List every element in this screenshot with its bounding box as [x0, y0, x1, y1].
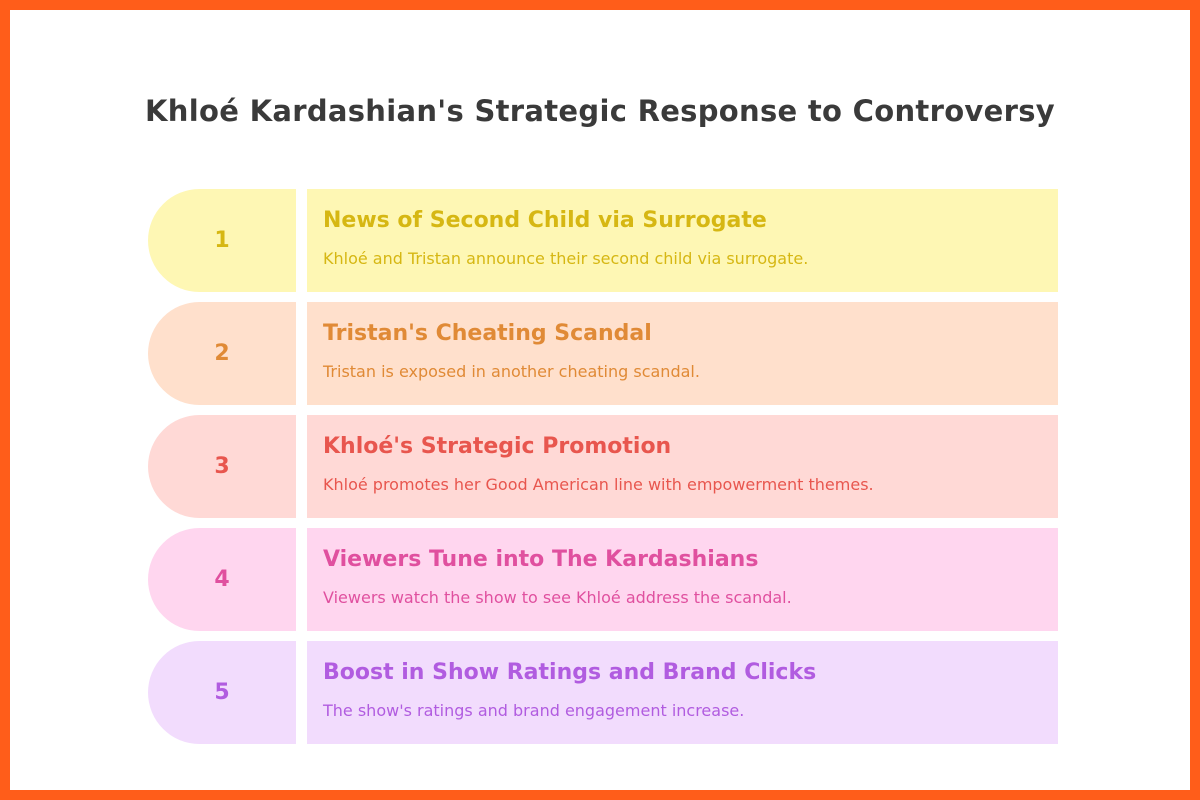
- step-number-1: 1: [148, 189, 296, 292]
- step-row-2: [148, 302, 1058, 405]
- step-row-4: [148, 528, 1058, 631]
- step-title-2: Tristan's Cheating Scandal: [323, 321, 652, 346]
- step-content-1: [307, 189, 1058, 292]
- step-content-2: [307, 302, 1058, 405]
- step-title-1: News of Second Child via Surrogate: [323, 208, 767, 233]
- step-title-4: Viewers Tune into The Kardashians: [323, 547, 759, 572]
- diagram-title: Khloé Kardashian's Strategic Response to Controversy: [145, 94, 1055, 128]
- step-description-1: Khloé and Tristan announce their second child via surrogate.: [323, 249, 809, 268]
- step-number-2: 2: [148, 302, 296, 405]
- step-number-5: 5: [148, 641, 296, 744]
- step-description-5: The show's ratings and brand engagement increase.: [323, 701, 745, 720]
- step-number-4: 4: [148, 528, 296, 631]
- step-description-3: Khloé promotes her Good American line with empowerment themes.: [323, 475, 874, 494]
- step-content-5: [307, 641, 1058, 744]
- step-row-5: [148, 641, 1058, 744]
- step-description-4: Viewers watch the show to see Khloé address the scandal.: [323, 588, 792, 607]
- step-title-5: Boost in Show Ratings and Brand Clicks: [323, 660, 817, 685]
- step-list: [10, 10, 1190, 790]
- step-row-3: [148, 415, 1058, 518]
- step-content-4: [307, 528, 1058, 631]
- step-title-3: Khloé's Strategic Promotion: [323, 434, 672, 459]
- step-description-2: Tristan is exposed in another cheating scandal.: [323, 362, 700, 381]
- step-content-3: [307, 415, 1058, 518]
- step-number-3: 3: [148, 415, 296, 518]
- step-row-1: [148, 189, 1058, 292]
